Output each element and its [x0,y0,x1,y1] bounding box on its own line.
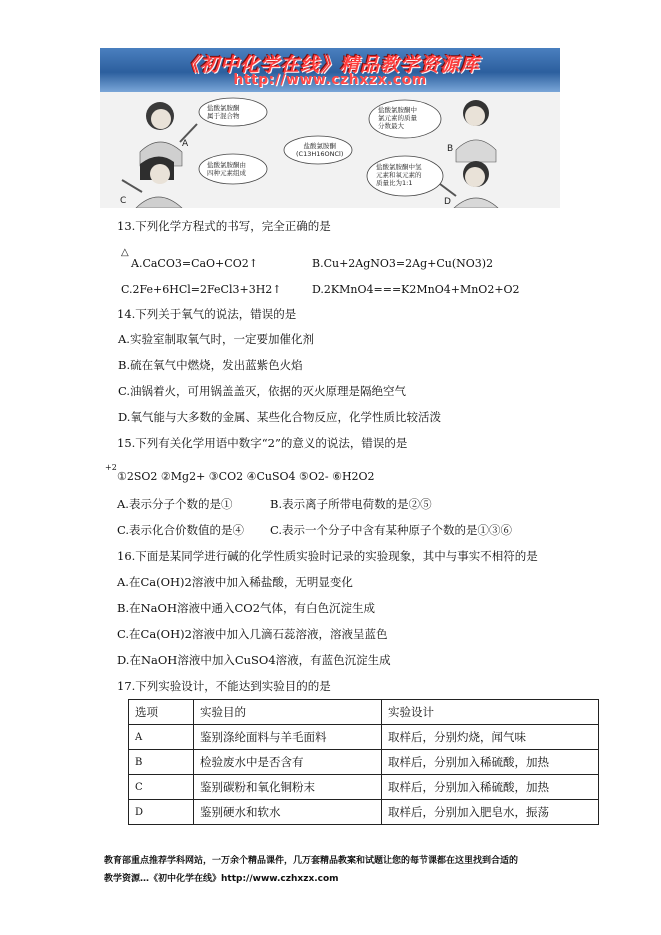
q13-heat-symbol: △ [121,247,129,258]
banner-url[interactable]: http://www.czhxzx.com [233,72,427,88]
table-cell: 取样后，分别加入肥皂水，振荡 [382,800,599,825]
q13-option-b: B.Cu+2AgNO3=2Ag+Cu(NO3)2 [312,257,494,270]
table-cell: 检验废水中是否含有 [194,750,382,775]
table-cell: A [129,725,194,750]
q16-option-d: D.在NaOH溶液中加入CuSO4溶液，有蓝色沉淀生成 [117,653,391,667]
q16-option-b: B.在NaOH溶液中通入CO2气体，有白色沉淀生成 [117,601,376,615]
q15-option-a: A.表示分子个数的是① [117,497,233,511]
label-d: D [444,197,451,207]
q17-stem: 17.下列实验设计，不能达到实验目的的是 [117,679,331,693]
student-c-figure [122,156,182,208]
footer-line-2[interactable]: 教学资源…《初中化学在线》http://www.czhxzx.com [104,874,339,884]
q14-option-a: A.实验室制取氧气时，一定要加催化剂 [118,332,314,346]
q14-stem: 14.下列关于氧气的说法，错误的是 [117,307,297,321]
q15-option-b: B.表示离子所带电荷数的是②⑤ [270,497,432,511]
question-12-figure [100,92,560,208]
q14-option-d: D.氧气能与大多数的金属、某些化合物反应，化学性质比较活泼 [118,410,441,424]
label-b: B [447,144,454,154]
table-cell: 取样后，分别加入稀硫酸，加热 [382,750,599,775]
header-banner [100,48,560,92]
table-cell: 取样后，分别加入稀硫酸，加热 [382,775,599,800]
label-c: C [120,196,127,206]
bubble-center-text: 盐酸氯胺酮 (C13H16ONCl) [296,142,344,158]
table-cell: 鉴别碳粉和氧化铜粉末 [194,775,382,800]
student-a-figure [140,102,197,166]
q13-option-d: D.2KMnO4===K2MnO4+MnO2+O2 [312,283,520,296]
table-cell: C [129,775,194,800]
label-a: A [182,139,189,149]
student-b-figure [456,100,496,162]
q13-option-a: A.CaCO3=CaO+CO2↑ [131,257,258,270]
table-row [129,725,599,750]
q13-option-c: C.2Fe+6HCl=2FeCl3+3H2↑ [121,283,282,296]
q16-stem: 16.下面是某同学进行碱的化学性质实验时记录的实验现象，其中与事实不相符的是 [117,549,538,563]
q15-option-d: C.表示一个分子中含有某种原子个数的是①③⑥ [270,523,513,537]
footer-line-1: 教育部重点推荐学科网站，一万余个精品课件，几万套精品教案和试题让您的每节课都在这里找到合适的 [104,856,519,866]
banner-title: 《初中化学在线》精品教学资源库 [179,54,480,76]
table-row [129,750,599,775]
q14-option-b: B.硫在氧气中燃烧，发出蓝紫色火焰 [118,358,303,372]
table-header-cell: 选项 [129,700,194,725]
table-row [129,775,599,800]
q13-stem: 13.下列化学方程式的书写，完全正确的是 [117,219,331,233]
bubble-d-text: 盐酸氯胺酮中氢 元素和氧元素的 质量比为1:1 [376,163,422,187]
q16-option-a: A.在Ca(OH)2溶液中加入稀盐酸，无明显变化 [117,575,353,589]
table-row [129,800,599,825]
table-header-cell: 实验设计 [382,700,599,725]
q15-valence-mark: +2 [105,463,117,472]
q15-option-c: C.表示化合价数值的是④ [117,523,245,537]
q16-option-c: C.在Ca(OH)2溶液中加入几滴石蕊溶液，溶液呈蓝色 [117,627,388,641]
table-cell: 鉴别硬水和软水 [194,800,382,825]
table-header-row [129,700,599,725]
table-cell: D [129,800,194,825]
table-cell: B [129,750,194,775]
q15-stem: 15.下列有关化学用语中数字“2”的意义的说法，错误的是 [117,436,408,450]
q17-experiment-table [128,699,599,825]
bubble-b-text: 盐酸氯胺酮中 氯元素的质量 分数最大 [378,106,417,130]
table-cell: 取样后，分别灼烧，闻气味 [382,725,599,750]
q14-option-c: C.油锅着火，可用锅盖盖灭，依据的灭火原理是隔绝空气 [118,384,407,398]
q15-symbols: ①2SO2 ②Mg2+ ③CO2 ④CuSO4 ⑤O2- ⑥H2O2 [117,470,375,483]
bubble-a-text: 盐酸氯胺酮 属于混合物 [207,104,240,120]
bubble-c-text: 盐酸氯胺酮由 四种元素组成 [207,161,246,177]
table-cell: 鉴别涤纶面料与羊毛面料 [194,725,382,750]
table-header-cell: 实验目的 [194,700,382,725]
